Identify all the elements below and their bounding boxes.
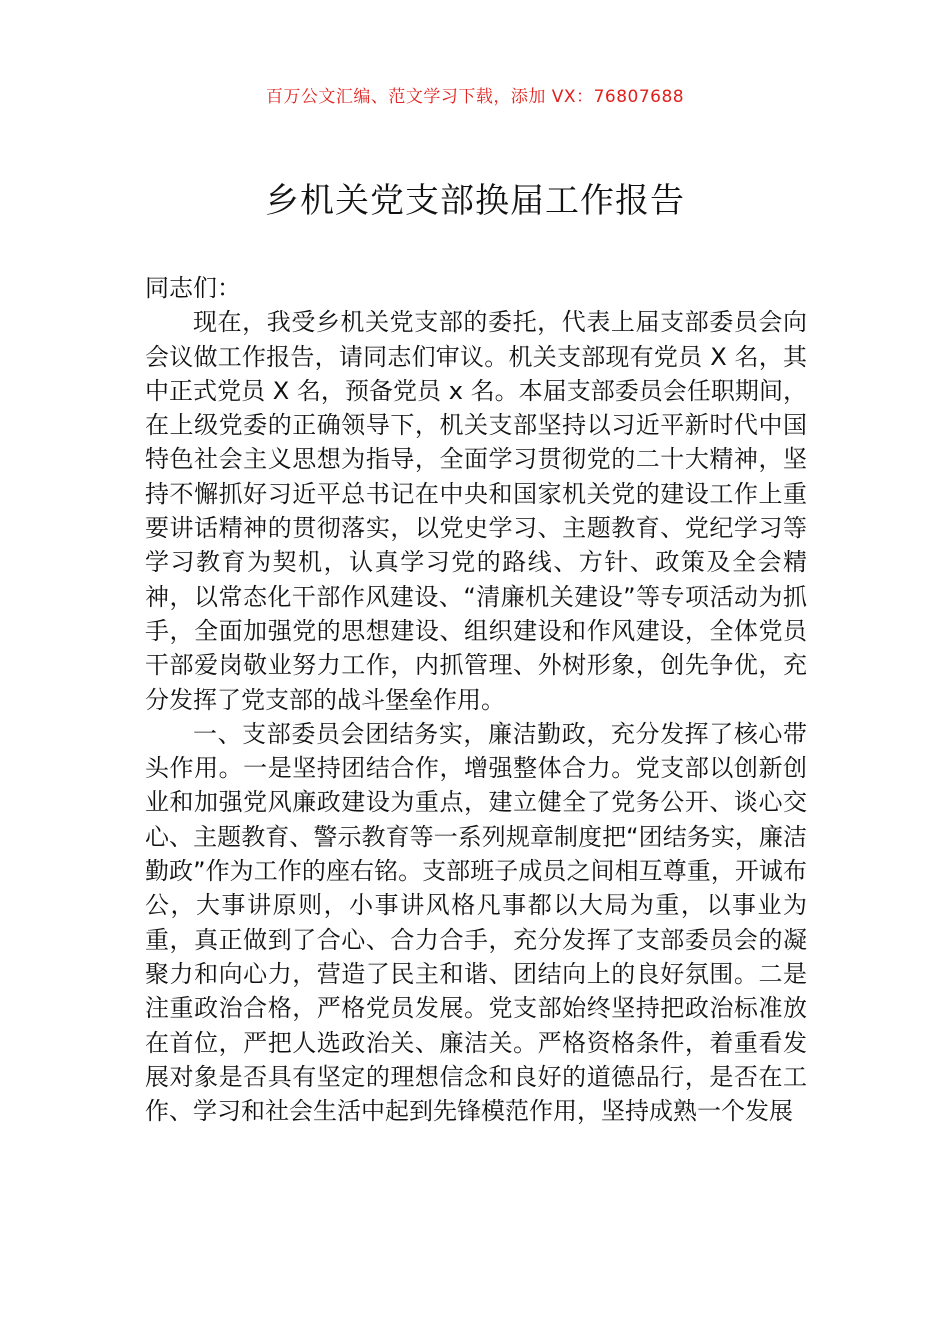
salutation: 同志们： — [145, 274, 241, 302]
body-paragraph-1: 现在，我受乡机关党支部的委托，代表上届支部委员会向会议做工作报告，请同志们审议。机关支部现有党员 X 名，其中正式党员 X 名，预备党员 x 名。本届支部委员会任职期间，在上级党委的正确领导下，机关支部坚持以习近平新时代中国特色社会主义思想为指导，全面学习贯彻党的二十大精神，坚持不懈抓好习近平总书记在中央和国家机关党的建设工作上重要讲话精神的贯彻落实，以党史学习、主题教育、党纪学习等学习教育为契机，认真学习党的路线、方针、政策及全会精神，以常态化干部作风建设、“清廉机关建设”等专项活动为抓手，全面加强党的思想建设、组织建设和作风建设，全体党员干部爱岗敬业努力工作，内抓管理、外树形象，创先争优，充分发挥了党支部的战斗堡垒作用。 — [145, 308, 807, 714]
document-body — [145, 271, 807, 1128]
header-promo-note: 百万公文汇编、范文学习下载，添加 VX：76807688 — [265, 87, 685, 107]
body-paragraph-2: 一、支部委员会团结务实，廉洁勤政，充分发挥了核心带头作用。一是坚持团结合作，增强整体合力。党支部以创新创业和加强党风廉政建设为重点，建立健全了党务公开、谈心交心、主题教育、警示教育等一系列规章制度把“团结务实，廉洁勤政”作为工作的座右铭。支部班子成员之间相互尊重，开诚布公，大事讲原则，小事讲风格凡事都以大局为重，以事业为重，真正做到了合心、合力合手，充分发挥了支部委员会的凝聚力和向心力，营造了民主和谐、团结向上的良好氛围。二是注重政治合格，严格党员发展。党支部始终坚持把政治标准放在首位，严把人选政治关、廉洁关。严格资格条件，着重看发展对象是否具有坚定的理想信念和良好的道德品行，是否在工作、学习和社会生活中起到先锋模范作用，坚持成熟一个发展 — [145, 719, 807, 1126]
document-title: 乡机关党支部换届工作报告 — [265, 181, 685, 221]
